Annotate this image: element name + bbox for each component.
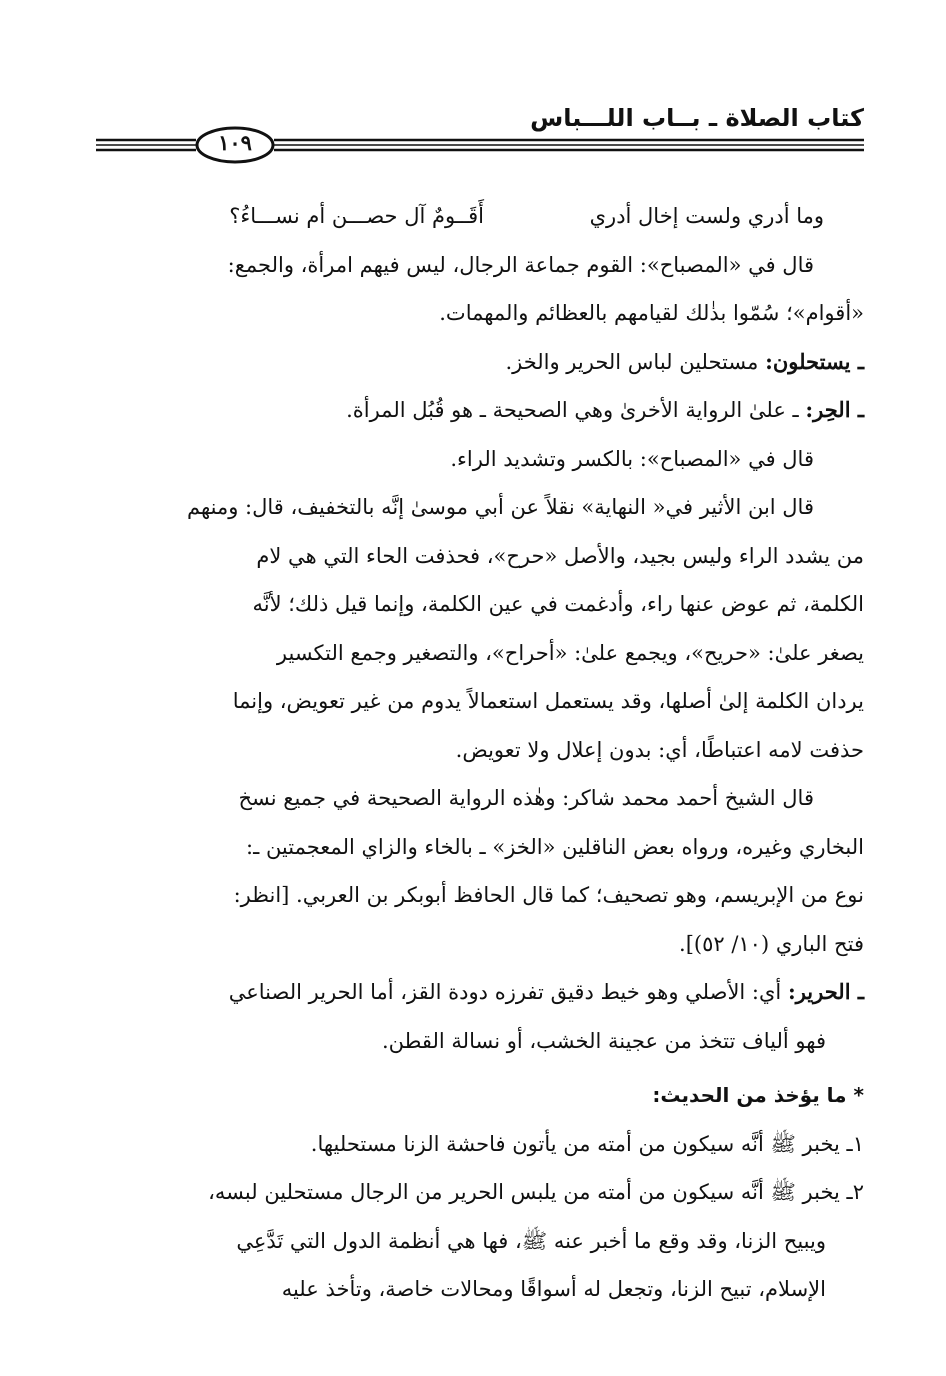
paragraph bbox=[84, 289, 864, 338]
glossary-term: ـ يستحلون: bbox=[765, 348, 864, 374]
text-line: ويبيح الزنا، وقد وقع ما أخبر عنه ﷺ، فها هي أنظمة الدول التي تَدَّعِي bbox=[236, 1228, 826, 1253]
page-number: ١٠٩ bbox=[218, 130, 252, 155]
glossary-term: ـ الحِر: bbox=[805, 397, 864, 422]
text-line: ـ علىٰ الرواية الأخرىٰ وهي الصحيحة ـ هو قُبُل المرأة. bbox=[346, 398, 799, 422]
section-heading: * ما يؤخذ من الحديث: bbox=[652, 1083, 864, 1107]
glossary-entry bbox=[84, 338, 864, 387]
text-line: الإسلام، تبيح الزنا، وتجعل له أسواقًا ومحالات خاصة، وتأخذ عليه bbox=[281, 1277, 826, 1301]
paragraph bbox=[84, 241, 864, 290]
text-line: قال ابن الأثير في« النهاية» نقلاً عن أبي موسىٰ إنَّه بالتخفيف، قال: ومنهم bbox=[186, 495, 814, 519]
paragraph bbox=[84, 774, 864, 968]
body-text bbox=[84, 192, 864, 1314]
text-line: الكلمة، ثم عوض عنها راء، وأدغمت في عين الكلمة، وإنما قيل ذلك؛ لأنَّه bbox=[252, 592, 864, 616]
text-line: أي: الأصلي وهو خيط دقيق تفرزه دودة القز، أما الحرير الصناعي bbox=[228, 980, 782, 1004]
text-line: من يشدد الراء وليس بجيد، والأصل «حرح»، فحذفت الحاء التي هي لام bbox=[256, 543, 864, 568]
text-line: فهو ألياف تتخذ من عجينة الخشب، أو نسالة القطن. bbox=[382, 1028, 826, 1053]
text-line: ١ـ يخبر ﷺ أنَّه سيكون من أمته من يأتون فاحشة الزنا مستحليها. bbox=[310, 1131, 864, 1156]
text-line: نوع من الإبريسم، وهو تصحيف؛ كما قال الحافظ أبوبكر بن العربي. [انظر: bbox=[233, 883, 864, 907]
text-line: قال الشيخ أحمد محمد شاكر: وهٰذه الرواية الصحيحة في جميع نسخ bbox=[238, 786, 814, 810]
paragraph bbox=[84, 483, 864, 774]
text-line: فتح الباري (١٠/ ٥٢)]. bbox=[679, 931, 864, 956]
text-line: البخاري وغيره، ورواه بعض الناقلين «الخز» ـ بالخاء والزاي المعجمتين ـ: bbox=[246, 834, 864, 859]
poem-hemistich: أَقَــومٌ آل حصـــن أم نســـاءُ؟ bbox=[229, 204, 484, 228]
text-line: حذفت لامه اعتباطًا، أي: بدون إعلال ولا تعويض. bbox=[455, 737, 864, 762]
text-line: قال في «المصباح»: القوم جماعة الرجال، ليس فيهم امرأة، والجمع: bbox=[227, 252, 814, 277]
running-head: كتاب الصلاة ـ بــاب اللـــباس bbox=[530, 104, 864, 132]
poem-hemistich: وما أدري ولست إخال أدري bbox=[589, 204, 824, 228]
text-line: قال في «المصباح»: بالكسر وتشديد الراء. bbox=[450, 446, 814, 471]
list-item bbox=[84, 1120, 864, 1169]
text-line: يصغر علىٰ: «حريح»، ويجمع علىٰ: «أحراح»، والتصغير وجمع التكسير bbox=[276, 640, 864, 665]
text-line: «أقوام»؛ سُمّوا بذٰلك لقيامهم بالعظائم والمهمات. bbox=[439, 301, 864, 325]
list-item bbox=[84, 1168, 864, 1314]
glossary-entry bbox=[84, 968, 864, 1065]
poem-verse bbox=[84, 192, 864, 241]
text-line: يردان الكلمة إلىٰ أصلها، وقد يستعمل استعمالاً يدوم من غير تعويض، وإنما bbox=[232, 689, 864, 713]
paragraph bbox=[84, 435, 864, 484]
glossary-term: ـ الحرير: bbox=[787, 979, 864, 1004]
glossary-entry bbox=[84, 386, 864, 435]
text-line: مستحلين لباس الحرير والخز. bbox=[505, 349, 759, 374]
text-line: ٢ـ يخبر ﷺ أنَّه سيكون من أمته من يلبس الحرير من الرجال مستحلين لبسه، bbox=[208, 1180, 864, 1204]
